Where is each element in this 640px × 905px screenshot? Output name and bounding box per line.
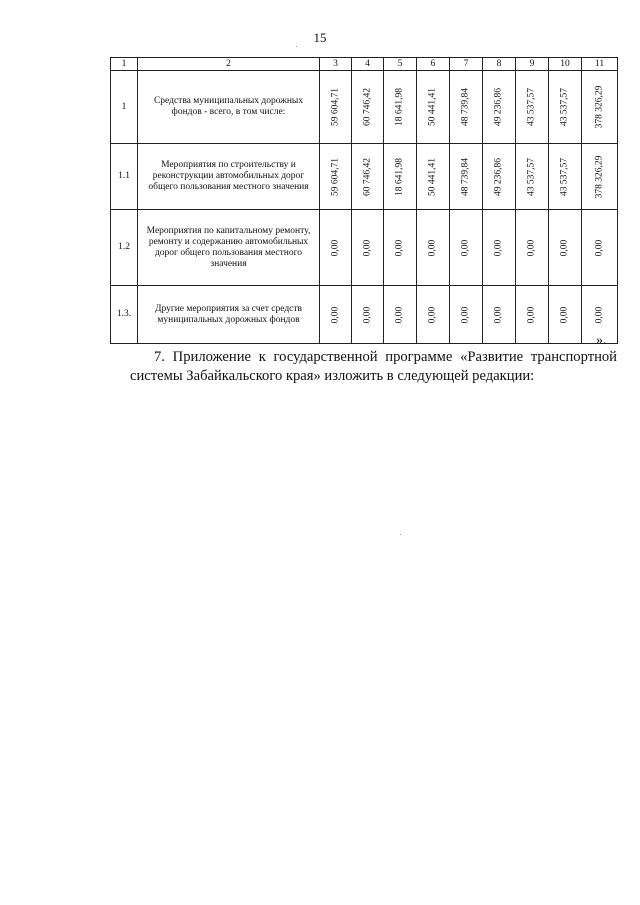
value-cell — [320, 71, 352, 144]
value-cell — [352, 144, 384, 210]
value-text: 0,00 — [362, 306, 372, 323]
value-cell — [384, 71, 417, 144]
header-cell: 6 — [417, 58, 450, 71]
value-text: 0,00 — [559, 306, 570, 323]
value-cell — [549, 71, 582, 144]
value-cell — [417, 144, 450, 210]
row-code: 1 — [111, 71, 138, 144]
value-cell — [582, 144, 618, 210]
header-cell: 10 — [549, 58, 582, 71]
row-description: Мероприятия по строительству и реконструкции автомобильных дорог общего пользования местного значения — [138, 144, 320, 210]
value-cell — [352, 286, 384, 344]
value-text: 0,00 — [427, 306, 438, 323]
value-cell — [582, 210, 618, 286]
value-text: 18 641,98 — [394, 88, 405, 126]
value-text: 49 236,86 — [493, 157, 504, 196]
header-cell: 5 — [384, 58, 417, 71]
value-text: 43 537,57 — [559, 88, 570, 126]
value-text: 0,00 — [330, 239, 340, 256]
value-text: 59 604,71 — [330, 157, 340, 196]
value-cell — [483, 71, 516, 144]
value-cell — [549, 286, 582, 344]
value-text: 48 739,84 — [460, 88, 471, 126]
value-text: 0,00 — [493, 306, 504, 323]
value-text: 43 537,57 — [526, 88, 537, 126]
value-cell — [516, 286, 549, 344]
value-text: 43 537,57 — [526, 157, 537, 196]
value-text: 378 326,29 — [594, 155, 604, 198]
amendment-paragraph: 7. Приложение к государственной программе «Развитие транспортной системы Забайкальского края» изложить в следующей редакции: — [130, 349, 617, 384]
value-text: 0,00 — [427, 239, 438, 256]
value-text: 0,00 — [594, 306, 604, 323]
value-text: 0,00 — [594, 239, 604, 256]
value-cell — [352, 210, 384, 286]
value-cell — [320, 210, 352, 286]
value-text: 50 441,41 — [427, 157, 438, 196]
header-cell: 4 — [352, 58, 384, 71]
value-cell — [417, 210, 450, 286]
value-cell — [450, 286, 483, 344]
table-header-row — [111, 58, 618, 71]
scan-speck — [400, 534, 401, 535]
value-cell — [483, 144, 516, 210]
table-row — [111, 144, 618, 210]
header-cell: 8 — [483, 58, 516, 71]
row-code: 1.1 — [111, 144, 138, 210]
value-cell — [549, 210, 582, 286]
value-cell — [384, 144, 417, 210]
page-number: 15 — [313, 30, 327, 45]
table-body — [111, 58, 618, 344]
value-cell — [483, 286, 516, 344]
header-cell: 7 — [450, 58, 483, 71]
value-text: 0,00 — [394, 306, 405, 323]
value-text: 0,00 — [394, 239, 405, 256]
value-text: 0,00 — [362, 239, 372, 256]
value-text: 50 441,41 — [427, 88, 438, 126]
value-cell — [384, 210, 417, 286]
table-row — [111, 286, 618, 344]
value-text: 0,00 — [526, 306, 537, 323]
header-cell: 1 — [111, 58, 138, 71]
table-row — [111, 210, 618, 286]
value-text: 60 746,42 — [362, 88, 372, 126]
value-text: 0,00 — [526, 239, 537, 256]
value-cell — [483, 210, 516, 286]
header-cell: 2 — [138, 58, 320, 71]
value-cell — [417, 286, 450, 344]
row-code: 1.3. — [111, 286, 138, 344]
value-cell — [516, 144, 549, 210]
row-description: Средства муниципальных дорожных фондов - всего, в том числе: — [138, 71, 320, 144]
value-text: 0,00 — [493, 239, 504, 256]
value-cell — [384, 286, 417, 344]
value-text: 49 236,86 — [493, 88, 504, 126]
value-text: 0,00 — [559, 239, 570, 256]
value-cell — [516, 71, 549, 144]
value-cell — [450, 144, 483, 210]
value-cell — [320, 144, 352, 210]
row-description: Мероприятия по капитальному ремонту, ремонту и содержанию автомобильных дорог общего пользования местного значения — [138, 210, 320, 286]
value-cell — [320, 286, 352, 344]
value-cell — [450, 71, 483, 144]
closing-quote: ». — [596, 333, 607, 348]
header-cell: 9 — [516, 58, 549, 71]
value-text: 59 604,71 — [330, 88, 340, 126]
table-row — [111, 71, 618, 144]
header-cell: 11 — [582, 58, 618, 71]
value-cell — [582, 71, 618, 144]
scan-speck — [296, 46, 297, 47]
value-cell — [417, 71, 450, 144]
value-cell — [549, 144, 582, 210]
row-description: Другие мероприятия за счет средств муниципальных дорожных фондов — [138, 286, 320, 344]
value-text: 0,00 — [460, 306, 471, 323]
value-text: 0,00 — [460, 239, 471, 256]
value-text: 60 746,42 — [362, 157, 372, 196]
row-code: 1.2 — [111, 210, 138, 286]
value-cell — [516, 210, 549, 286]
value-text: 378 326,29 — [594, 85, 604, 129]
value-cell — [352, 71, 384, 144]
header-cell: 3 — [320, 58, 352, 71]
value-text: 0,00 — [330, 306, 340, 323]
budget-table — [110, 57, 618, 344]
value-cell — [450, 210, 483, 286]
value-text: 18 641,98 — [394, 157, 405, 196]
value-text: 43 537,57 — [559, 157, 570, 196]
value-text: 48 739,84 — [460, 157, 471, 196]
